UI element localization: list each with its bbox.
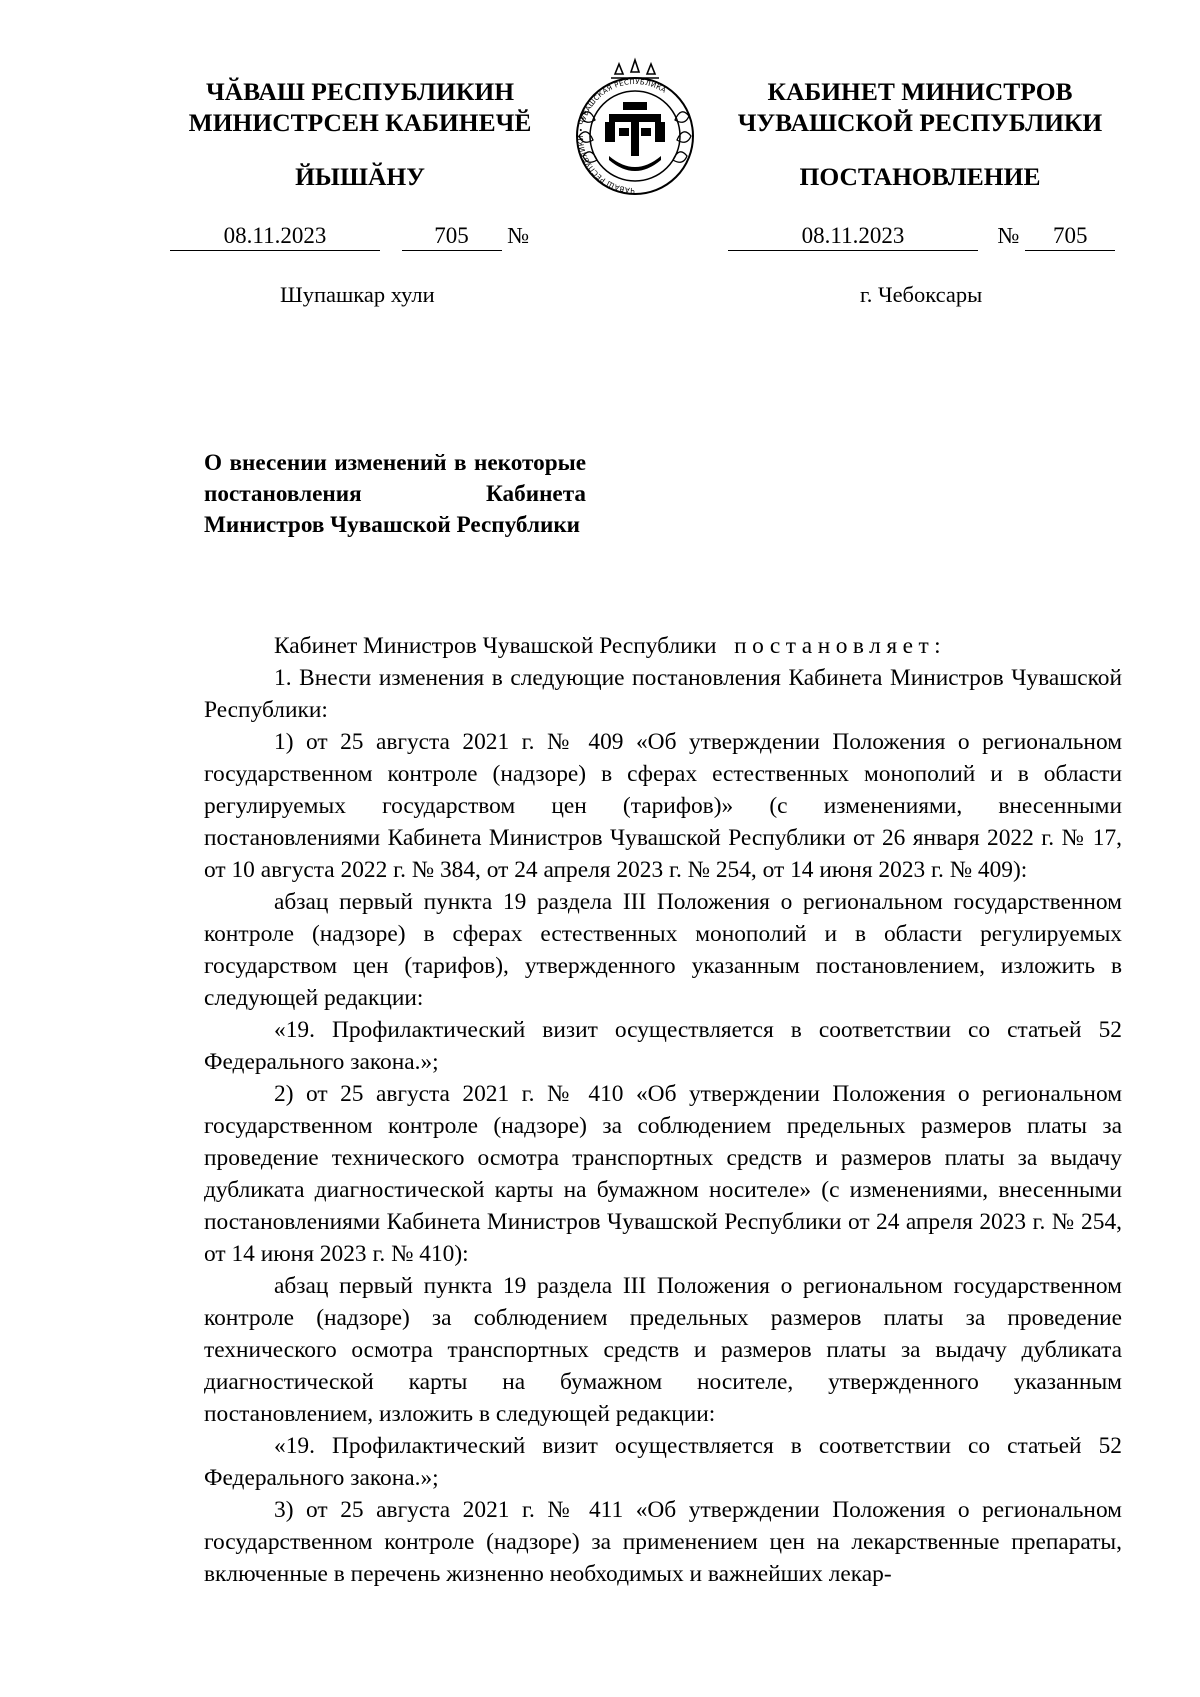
body-paragraph: абзац первый пункта 19 раздела III Положения о региональном государственном контроле (надзоре) за соблюдением предельных размеров платы за проведение технического осмотра транспортных средств и размеров платы за выдачу дубликата диагностической карты на бумажном носителе, утвержденного указанным постановлением, изложить в следующей редакции: xyxy=(204,1273,1122,1427)
body-paragraph: «19. Профилактический визит осуществляется в соответствии со статьей 52 Федерального закона.»; xyxy=(204,1017,1122,1075)
right-number-sign: № xyxy=(997,223,1020,248)
coat-of-arms-emblem-icon xyxy=(565,56,705,198)
left-org-line1: ЧӐВАШ РЕСПУБЛИКИН xyxy=(205,77,515,106)
left-number: 705 xyxy=(402,222,502,251)
left-doc-type: ЙЫШӐНУ xyxy=(295,162,425,191)
right-doc-type: ПОСТАНОВЛЕНИЕ xyxy=(799,162,1041,191)
body-paragraph: 3) от 25 августа 2021 г. № 411 «Об утверждении Положения о региональном государственном контроле (надзоре) за применением цен на лекарственные препараты, включенные в перечень жизненно необходимых и важнейших лекар- xyxy=(204,1497,1122,1587)
body-paragraph: 1. Внести изменения в следующие постановления Кабинета Министров Чувашской Республики: xyxy=(204,665,1122,723)
city-chuvash: Шупашкар хули xyxy=(280,282,435,307)
right-number: 705 xyxy=(1025,222,1115,251)
intro-paragraph xyxy=(204,630,1122,662)
left-number-sign: № xyxy=(507,223,530,248)
document-body xyxy=(204,630,1122,1590)
body-paragraph: 1) от 25 августа 2021 г. № 409 «Об утверждении Положения о региональном государственном контроле (надзоре) в сферах естественных монополий и в области регулируемых государством цен (тарифов)» (с изменениями, внесенными постановлениями Кабинета Министров Чувашской Республики от 26 января 2022 г. № 17, от 10 августа 2022 г. № 384, от 24 апреля 2023 г. № 254, от 14 июня 2023 г. № 409): xyxy=(204,729,1122,883)
right-date-number-line xyxy=(728,222,1115,251)
left-org-line2: МИНИСТРСЕН КАБИНЕЧӖ xyxy=(188,108,532,137)
right-org-line2: ЧУВАШСКОЙ РЕСПУБЛИКИ xyxy=(737,108,1103,137)
body-paragraph: «19. Профилактический визит осуществляется в соответствии со статьей 52 Федерального закона.»; xyxy=(204,1433,1122,1491)
emblem-ring-text: ЧӐВАШ РЕСПУБЛИКИ • ЧУВАШСКАЯ РЕСПУБЛИКА xyxy=(576,77,668,195)
left-org-name xyxy=(180,76,540,138)
city-russian: г. Чебоксары xyxy=(860,282,983,307)
document-subject: О внесении изменений в некоторые постановления Кабинета Министров Чувашской Республики xyxy=(204,450,586,538)
left-date-number-line xyxy=(170,222,529,251)
body-paragraph: абзац первый пункта 19 раздела III Положения о региональном государственном контроле (надзоре) в сферах естественных монополий и в области регулируемых государством цен (тарифов), утвержденного указанным постановлением, изложить в следующей редакции: xyxy=(204,889,1122,1011)
intro-lead: Кабинет Министров Чувашской Республики xyxy=(274,633,717,659)
left-date: 08.11.2023 xyxy=(170,222,380,251)
right-date: 08.11.2023 xyxy=(728,222,978,251)
body-paragraph: 2) от 25 августа 2021 г. № 410 «Об утверждении Положения о региональном государственном контроле (надзоре) за соблюдением предельных размеров платы за проведение технического осмотра транспортных средств и размеров платы за выдачу дубликата диагностической карты на бумажном носителе» (с изменениями, внесенными постановлениями Кабинета Министров Чувашской Республики от 24 апреля 2023 г. № 254, от 14 июня 2023 г. № 410): xyxy=(204,1081,1122,1267)
right-org-line1: КАБИНЕТ МИНИСТРОВ xyxy=(767,77,1073,106)
right-org-name xyxy=(720,76,1120,138)
intro-action: постановляет: xyxy=(734,633,947,659)
